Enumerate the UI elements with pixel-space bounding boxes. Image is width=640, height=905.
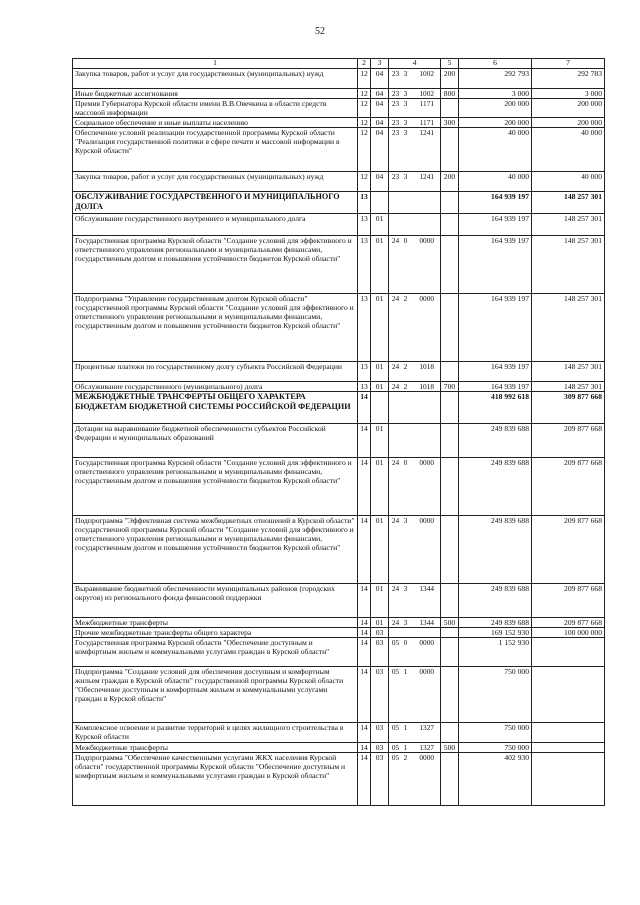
target-article-part: 2	[403, 753, 408, 762]
target-article-part: 1018	[419, 382, 434, 391]
table-row	[73, 392, 605, 424]
target-article-part: 24	[391, 236, 400, 245]
target-article-part: 23	[391, 118, 400, 127]
amount-year1-cell: 200 000	[459, 118, 532, 128]
amount-year1-cell: 402 930	[459, 753, 532, 806]
section-code-cell: 14	[358, 424, 371, 458]
target-article-part: 3	[403, 99, 408, 108]
target-article-cell	[389, 638, 441, 667]
row-name-cell: Комплексное освоение и развитие территорий в целях жилищного строительства в Курской области	[73, 723, 358, 743]
section-code-cell: 14	[358, 584, 371, 618]
section-code-cell: 14	[358, 753, 371, 806]
section-code-cell: 12	[358, 69, 371, 89]
expense-type-cell	[441, 192, 459, 214]
expense-type-cell	[441, 214, 459, 236]
target-article-part: 05	[391, 723, 400, 732]
subsection-code-cell	[371, 192, 389, 214]
target-article-part: 1171	[419, 99, 434, 108]
subsection-code-cell: 03	[371, 723, 389, 743]
target-article-cell	[389, 516, 441, 584]
amount-year1-cell: 249 839 688	[459, 618, 532, 628]
target-article-part: 0000	[419, 236, 434, 245]
amount-year2-cell: 148 257 301	[532, 362, 605, 382]
target-article-part: 1241	[419, 128, 434, 137]
amount-year1-cell: 40 000	[459, 172, 532, 192]
row-name-cell: Межбюджетные трансферты	[73, 743, 358, 753]
row-name-cell: Государственная программа Курской области "Создание условий для эффективного и ответственного управления региональными и муниципальными финансами, государственным долгом и повышения устойчивости бюджетов Курской области"	[73, 236, 358, 294]
section-code-cell: 13	[358, 236, 371, 294]
table-row	[73, 192, 605, 214]
subsection-code-cell: 01	[371, 382, 389, 392]
target-article-cell	[389, 584, 441, 618]
amount-year2-cell	[532, 723, 605, 743]
subsection-code-cell: 04	[371, 118, 389, 128]
target-article-cell	[389, 628, 441, 638]
target-article-cell	[389, 89, 441, 99]
subsection-code-cell: 04	[371, 89, 389, 99]
amount-year2-cell: 40 000	[532, 128, 605, 172]
header-cell: 1	[73, 59, 358, 69]
expense-type-cell: 800	[441, 89, 459, 99]
subsection-code-cell: 04	[371, 128, 389, 172]
row-name-cell: Закупка товаров, работ и услуг для государственных (муниципальных) нужд	[73, 172, 358, 192]
header-cell: 3	[371, 59, 389, 69]
amount-year2-cell: 3 000	[532, 89, 605, 99]
amount-year2-cell	[532, 667, 605, 723]
section-code-cell: 13	[358, 382, 371, 392]
row-name-cell: Процентные платежи по государственному долгу субъекта Российской Федерации	[73, 362, 358, 382]
expense-type-cell	[441, 723, 459, 743]
section-code-cell: 14	[358, 392, 371, 424]
target-article-part: 24	[391, 618, 400, 627]
subsection-code-cell: 03	[371, 638, 389, 667]
amount-year1-cell: 750 000	[459, 723, 532, 743]
table-row	[73, 382, 605, 392]
subsection-code-cell: 04	[371, 172, 389, 192]
section-code-cell: 14	[358, 628, 371, 638]
target-article-part: 24	[391, 516, 400, 525]
target-article-cell	[389, 294, 441, 362]
target-article-part: 1344	[419, 584, 434, 593]
amount-year1-cell: 750 000	[459, 667, 532, 723]
target-article-part: 24	[391, 362, 400, 371]
row-name-cell: Выравнивание бюджетной обеспеченности муниципальных районов (городских округов) из регионального фонда финансовой поддержки	[73, 584, 358, 618]
target-article-part: 1327	[419, 743, 434, 752]
row-name-cell: Межбюджетные трансферты	[73, 618, 358, 628]
expense-type-cell	[441, 753, 459, 806]
row-name-cell: Обеспечение условий реализации государственной программы Курской области "Реализация государственной политики в сфере печати и массовой информации в Курской области"	[73, 128, 358, 172]
row-name-cell: Подпрограмма "Обеспечение качественными услугами ЖКХ населения Курской области" государственной программы Курской области "Обеспечение доступным и комфортным жильем и коммунальными услугами граждан в Курской области"	[73, 753, 358, 806]
target-article-part: 24	[391, 458, 400, 467]
subsection-code-cell: 01	[371, 294, 389, 362]
table-row	[73, 753, 605, 806]
amount-year1-cell: 164 939 197	[459, 236, 532, 294]
target-article-cell	[389, 667, 441, 723]
section-code-cell: 14	[358, 458, 371, 516]
target-article-part: 2	[403, 294, 408, 303]
amount-year1-cell: 249 839 688	[459, 584, 532, 618]
target-article-part: 3	[403, 89, 408, 98]
amount-year1-cell: 249 839 688	[459, 458, 532, 516]
target-article-part: 1241	[419, 172, 434, 181]
target-article-part: 1171	[419, 118, 434, 127]
target-article-part: 23	[391, 172, 400, 181]
table-row	[73, 667, 605, 723]
target-article-cell	[389, 69, 441, 89]
target-article-part: 23	[391, 99, 400, 108]
row-name-cell: Государственная программа Курской области "Создание условий для эффективного и ответственного управления региональными и муниципальными финансами, государственным долгом и повышения устойчивости бюджетов Курской области"	[73, 458, 358, 516]
section-code-cell: 13	[358, 192, 371, 214]
row-name-cell: Прочие межбюджетные трансферты общего характера	[73, 628, 358, 638]
target-article-cell	[389, 128, 441, 172]
amount-year2-cell: 200 000	[532, 118, 605, 128]
target-article-part: 05	[391, 743, 400, 752]
amount-year1-cell: 292 793	[459, 69, 532, 89]
target-article-part: 23	[391, 69, 400, 78]
expense-type-cell: 500	[441, 618, 459, 628]
expense-type-cell	[441, 99, 459, 118]
target-article-part: 0000	[419, 516, 434, 525]
row-name-cell: ОБСЛУЖИВАНИЕ ГОСУДАРСТВЕННОГО И МУНИЦИПАЛЬНОГО ДОЛГА	[73, 192, 358, 214]
target-article-part: 3	[403, 618, 408, 627]
amount-year2-cell	[532, 638, 605, 667]
amount-year2-cell: 148 257 301	[532, 294, 605, 362]
target-article-cell	[389, 118, 441, 128]
target-article-cell	[389, 362, 441, 382]
expense-type-cell	[441, 362, 459, 382]
amount-year1-cell: 1 152 930	[459, 638, 532, 667]
expense-type-cell	[441, 667, 459, 723]
expense-type-cell	[441, 516, 459, 584]
section-code-cell: 14	[358, 618, 371, 628]
header-cell: 2	[358, 59, 371, 69]
target-article-part: 23	[391, 128, 400, 137]
table-row	[73, 618, 605, 628]
target-article-part: 3	[403, 69, 408, 78]
row-name-cell: Обслуживание государственного внутреннего и муниципального долга	[73, 214, 358, 236]
amount-year1-cell: 164 939 197	[459, 192, 532, 214]
amount-year2-cell: 200 000	[532, 99, 605, 118]
section-code-cell: 14	[358, 516, 371, 584]
expense-type-cell	[441, 458, 459, 516]
amount-year2-cell: 100 000 000	[532, 628, 605, 638]
target-article-part: 3	[403, 584, 408, 593]
table-row	[73, 458, 605, 516]
subsection-code-cell: 01	[371, 236, 389, 294]
target-article-part: 1	[403, 743, 408, 752]
subsection-code-cell: 04	[371, 69, 389, 89]
target-article-part: 1	[403, 667, 408, 676]
expense-type-cell	[441, 628, 459, 638]
section-code-cell: 13	[358, 362, 371, 382]
subsection-code-cell: 01	[371, 362, 389, 382]
amount-year2-cell: 148 257 301	[532, 382, 605, 392]
target-article-part: 1	[403, 723, 408, 732]
target-article-part: 0000	[419, 638, 434, 647]
amount-year1-cell: 164 939 197	[459, 362, 532, 382]
table-row	[73, 69, 605, 89]
section-code-cell: 13	[358, 214, 371, 236]
target-article-part: 0000	[419, 294, 434, 303]
header-cell: 5	[441, 59, 459, 69]
subsection-code-cell: 01	[371, 618, 389, 628]
subsection-code-cell: 01	[371, 214, 389, 236]
target-article-part: 1018	[419, 362, 434, 371]
table-row	[73, 584, 605, 618]
amount-year1-cell: 200 000	[459, 99, 532, 118]
table-row	[73, 172, 605, 192]
header-cell: 6	[459, 59, 532, 69]
table-row	[73, 516, 605, 584]
expense-type-cell	[441, 236, 459, 294]
table-row	[73, 214, 605, 236]
subsection-code-cell: 04	[371, 99, 389, 118]
budget-table	[72, 58, 605, 806]
target-article-part: 05	[391, 638, 400, 647]
target-article-part: 3	[403, 516, 408, 525]
target-article-cell	[389, 236, 441, 294]
target-article-cell	[389, 458, 441, 516]
target-article-cell	[389, 618, 441, 628]
target-article-part: 1002	[419, 69, 434, 78]
section-code-cell: 12	[358, 128, 371, 172]
section-code-cell: 12	[358, 172, 371, 192]
amount-year2-cell: 209 877 668	[532, 458, 605, 516]
row-name-cell: Подпрограмма "Создание условий для обеспечения доступным и комфортным жильем граждан в Курской области" государственной программы Курской области "Обеспечение доступным и комфортным жильем и коммунальными услугами граждан в Курской области"	[73, 667, 358, 723]
expense-type-cell	[441, 584, 459, 618]
amount-year2-cell: 309 877 668	[532, 392, 605, 424]
subsection-code-cell	[371, 392, 389, 424]
row-name-cell: Дотации на выравнивание бюджетной обеспеченности субъектов Российской Федерации и муниципальных образований	[73, 424, 358, 458]
row-name-cell: Подпрограмма "Управление государственным долгом Курской области" государственной программы Курской области "Создание условий для эффективного и ответственного управления региональными и муниципальными финансами, государственным долгом и повышения устойчивости бюджетов Курской области"	[73, 294, 358, 362]
target-article-cell	[389, 99, 441, 118]
table-row	[73, 743, 605, 753]
table-row	[73, 294, 605, 362]
target-article-part: 0000	[419, 753, 434, 762]
target-article-part: 2	[403, 382, 408, 391]
table-row	[73, 89, 605, 99]
amount-year2-cell	[532, 743, 605, 753]
target-article-part: 3	[403, 128, 408, 137]
row-name-cell: Закупка товаров, работ и услуг для государственных (муниципальных) нужд	[73, 69, 358, 89]
table-row	[73, 362, 605, 382]
target-article-part: 0	[403, 236, 408, 245]
row-name-cell: Социальное обеспечение и иные выплаты населению	[73, 118, 358, 128]
target-article-part: 0000	[419, 458, 434, 467]
amount-year2-cell: 209 877 668	[532, 516, 605, 584]
amount-year2-cell: 209 877 668	[532, 424, 605, 458]
expense-type-cell	[441, 392, 459, 424]
target-article-part: 2	[403, 362, 408, 371]
target-article-part: 1327	[419, 723, 434, 732]
header-row	[73, 59, 605, 69]
target-article-cell	[389, 214, 441, 236]
table-row	[73, 638, 605, 667]
amount-year2-cell: 148 257 301	[532, 214, 605, 236]
amount-year2-cell: 209 877 668	[532, 618, 605, 628]
target-article-cell	[389, 743, 441, 753]
section-code-cell: 12	[358, 118, 371, 128]
target-article-cell	[389, 382, 441, 392]
amount-year1-cell: 418 992 618	[459, 392, 532, 424]
expense-type-cell	[441, 424, 459, 458]
target-article-part: 1002	[419, 89, 434, 98]
target-article-cell	[389, 723, 441, 743]
amount-year1-cell: 3 000	[459, 89, 532, 99]
page-number: 52	[315, 26, 325, 37]
amount-year1-cell: 169 152 930	[459, 628, 532, 638]
header-cell: 7	[532, 59, 605, 69]
amount-year1-cell: 249 839 688	[459, 516, 532, 584]
amount-year2-cell: 209 877 668	[532, 584, 605, 618]
target-article-part: 0	[403, 458, 408, 467]
section-code-cell: 12	[358, 89, 371, 99]
section-code-cell: 13	[358, 294, 371, 362]
amount-year1-cell: 164 939 197	[459, 294, 532, 362]
target-article-cell	[389, 172, 441, 192]
header-cell: 4	[389, 59, 441, 69]
amount-year2-cell: 40 000	[532, 172, 605, 192]
table-row	[73, 424, 605, 458]
target-article-cell	[389, 753, 441, 806]
subsection-code-cell: 01	[371, 516, 389, 584]
target-article-part: 1344	[419, 618, 434, 627]
subsection-code-cell: 03	[371, 743, 389, 753]
table-row	[73, 99, 605, 118]
subsection-code-cell: 03	[371, 667, 389, 723]
target-article-part: 05	[391, 667, 400, 676]
expense-type-cell	[441, 638, 459, 667]
amount-year2-cell: 292 783	[532, 69, 605, 89]
expense-type-cell: 200	[441, 172, 459, 192]
table-row	[73, 128, 605, 172]
amount-year2-cell	[532, 753, 605, 806]
row-name-cell: Подпрограмма "Эффективная система межбюджетных отношений в Курской области" государственной программы Курской области "Создание условий для эффективного и ответственного управления региональными и муниципальными финансами, государственным долгом и повышения устойчивости бюджетов Курской области"	[73, 516, 358, 584]
section-code-cell: 14	[358, 743, 371, 753]
expense-type-cell	[441, 294, 459, 362]
subsection-code-cell: 03	[371, 628, 389, 638]
section-code-cell: 12	[358, 99, 371, 118]
target-article-cell	[389, 392, 441, 424]
target-article-part: 23	[391, 89, 400, 98]
expense-type-cell	[441, 128, 459, 172]
section-code-cell: 14	[358, 723, 371, 743]
table-row	[73, 118, 605, 128]
section-code-cell: 14	[358, 667, 371, 723]
table-row	[73, 723, 605, 743]
amount-year1-cell: 164 939 197	[459, 214, 532, 236]
target-article-part: 24	[391, 584, 400, 593]
target-article-part: 0000	[419, 667, 434, 676]
expense-type-cell: 500	[441, 743, 459, 753]
amount-year1-cell: 164 939 197	[459, 382, 532, 392]
subsection-code-cell: 01	[371, 458, 389, 516]
subsection-code-cell: 03	[371, 753, 389, 806]
table-row	[73, 628, 605, 638]
expense-type-cell: 700	[441, 382, 459, 392]
target-article-part: 3	[403, 172, 408, 181]
amount-year1-cell: 40 000	[459, 128, 532, 172]
target-article-part: 3	[403, 118, 408, 127]
amount-year2-cell: 148 257 301	[532, 192, 605, 214]
target-article-part: 05	[391, 753, 400, 762]
amount-year1-cell: 249 839 688	[459, 424, 532, 458]
subsection-code-cell: 01	[371, 584, 389, 618]
amount-year2-cell: 148 257 301	[532, 236, 605, 294]
row-name-cell: Обслуживание государственного (муниципального) долга	[73, 382, 358, 392]
row-name-cell: Иные бюджетные ассигнования	[73, 89, 358, 99]
table-row	[73, 236, 605, 294]
target-article-cell	[389, 424, 441, 458]
section-code-cell: 14	[358, 638, 371, 667]
expense-type-cell: 300	[441, 118, 459, 128]
expense-type-cell: 200	[441, 69, 459, 89]
target-article-part: 24	[391, 382, 400, 391]
row-name-cell: Государственная программа Курской области "Обеспечение доступным и комфортным жильем и коммунальными услугами граждан в Курской области"	[73, 638, 358, 667]
target-article-part: 24	[391, 294, 400, 303]
row-name-cell: Премия Губернатора Курской области имени В.В.Овечкина в области средств массовой информации	[73, 99, 358, 118]
target-article-part: 0	[403, 638, 408, 647]
subsection-code-cell: 01	[371, 424, 389, 458]
amount-year1-cell: 750 000	[459, 743, 532, 753]
row-name-cell: МЕЖБЮДЖЕТНЫЕ ТРАНСФЕРТЫ ОБЩЕГО ХАРАКТЕРА БЮДЖЕТАМ БЮДЖЕТНОЙ СИСТЕМЫ РОССИЙСКОЙ ФЕДЕРАЦИИ	[73, 392, 358, 424]
target-article-cell	[389, 192, 441, 214]
